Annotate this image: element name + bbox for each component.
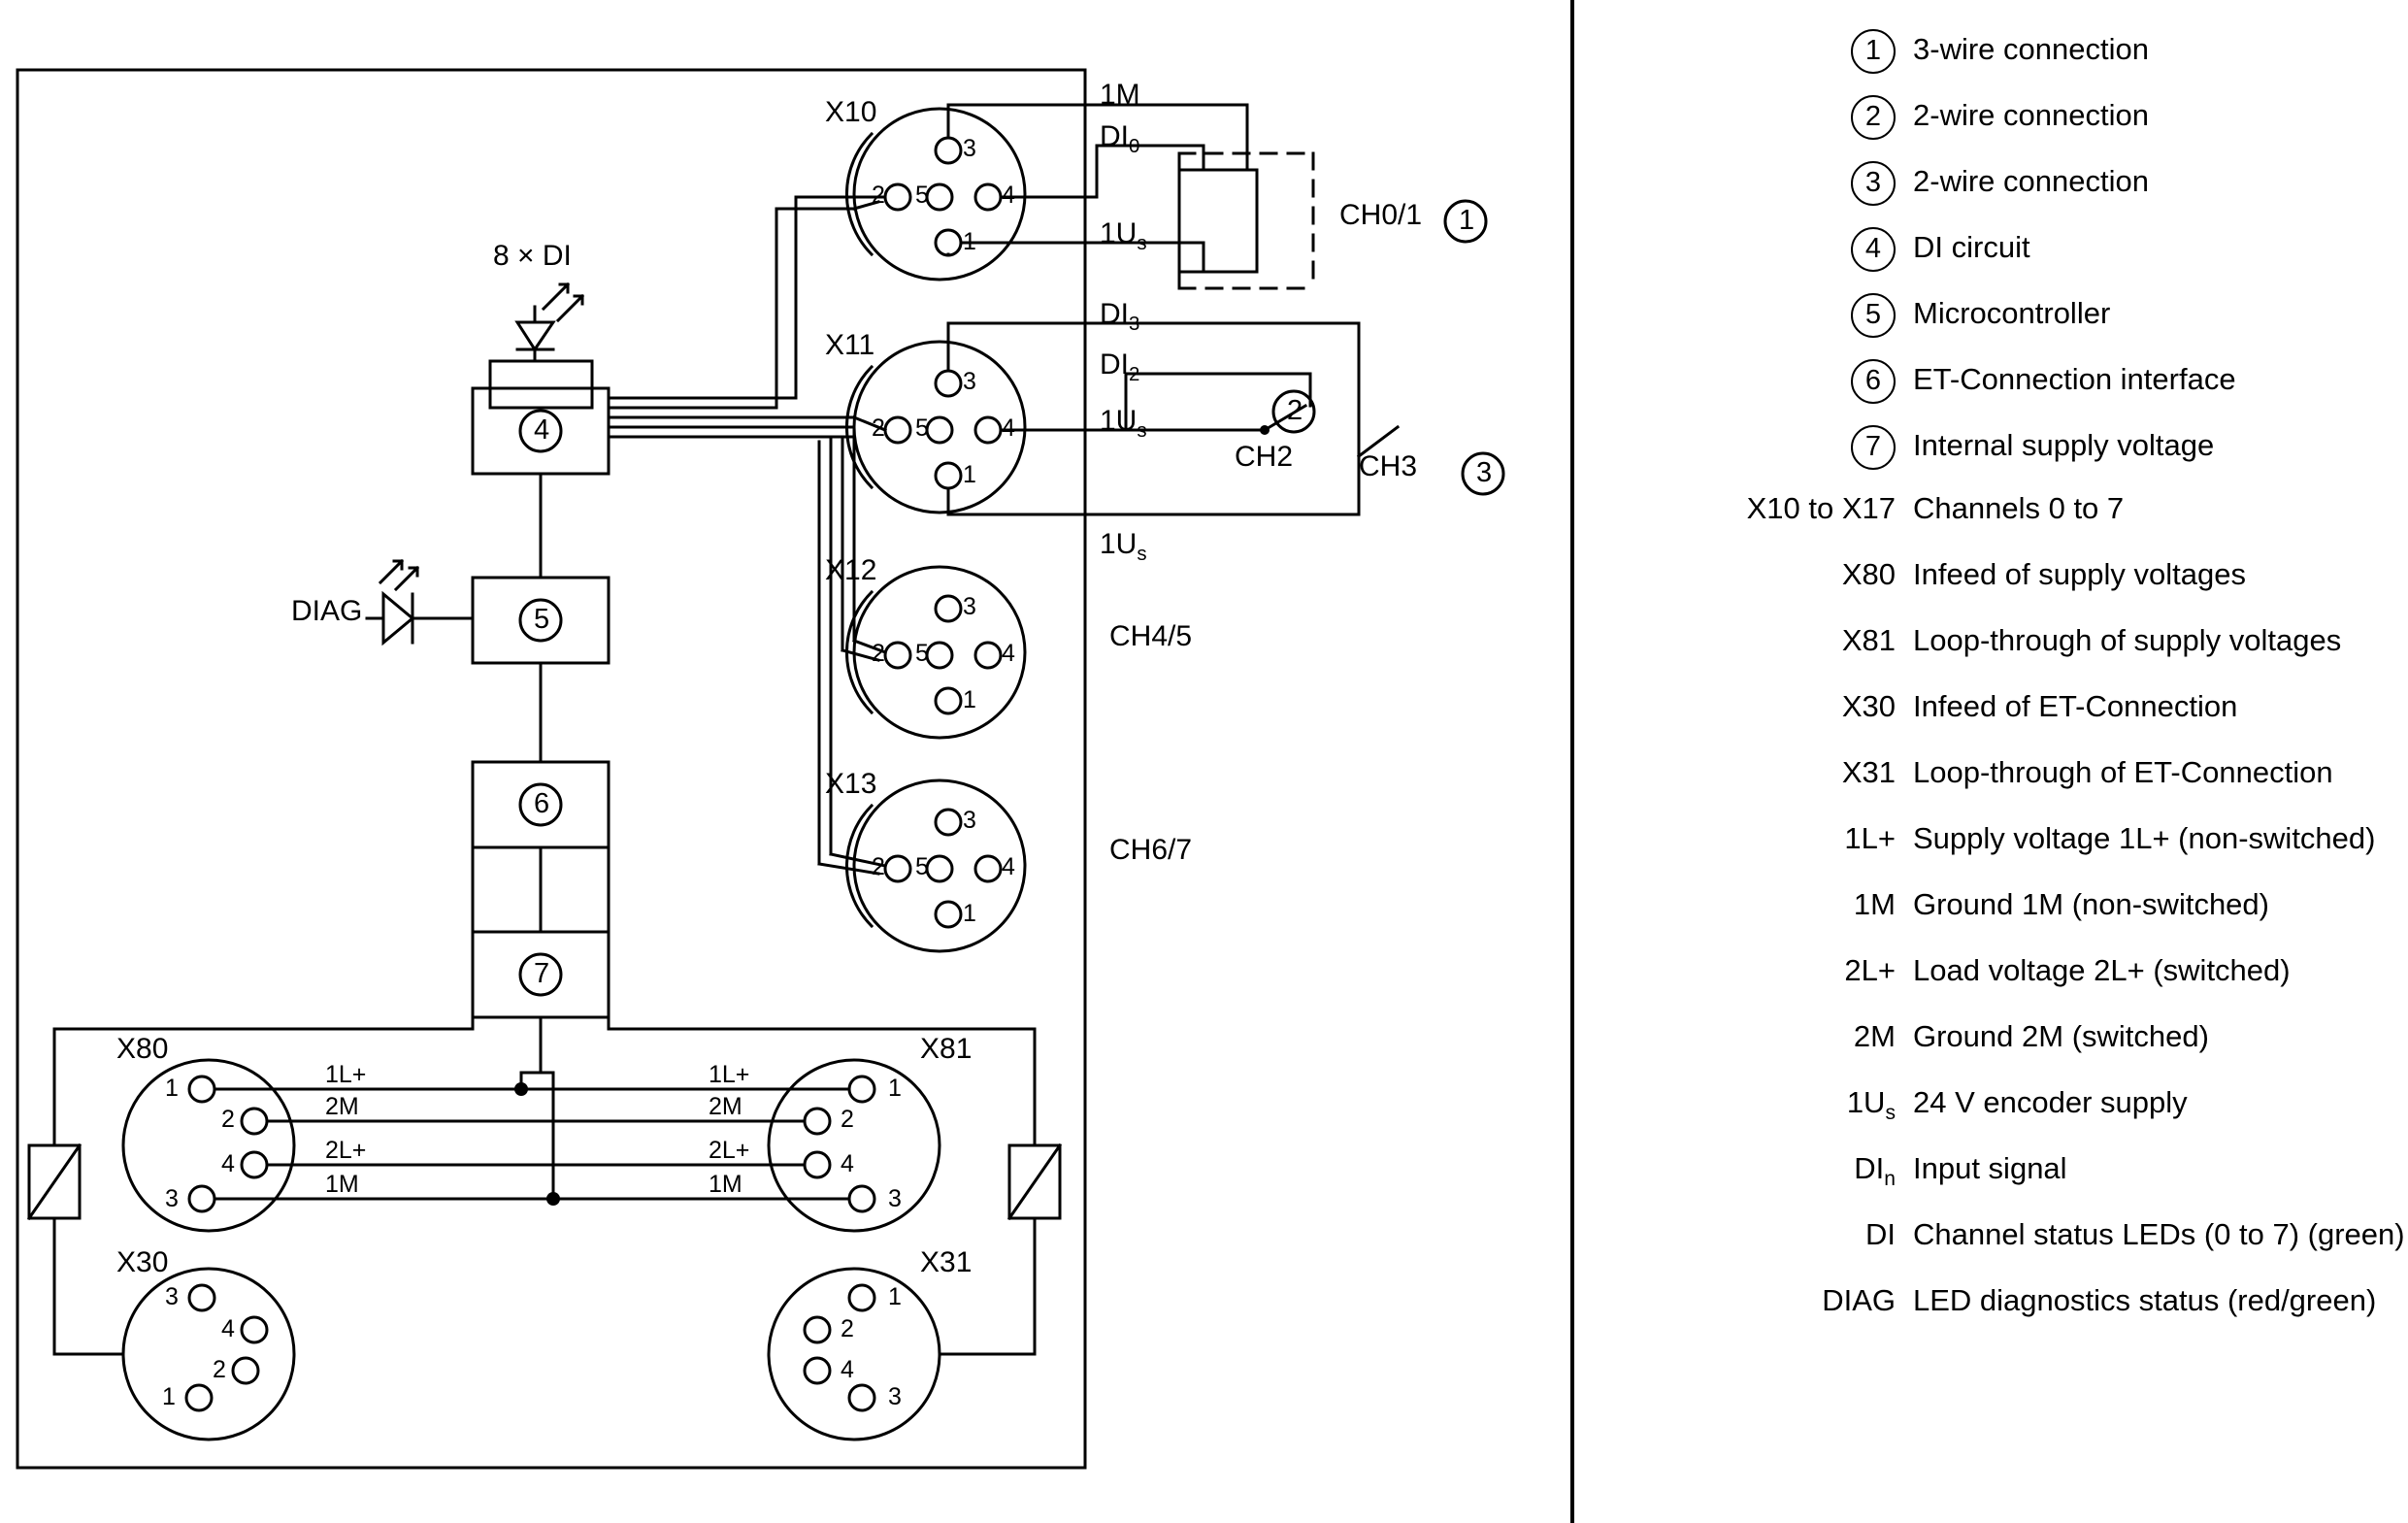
connector-x10-pin4 <box>975 184 1001 210</box>
legend-key <box>1723 293 1913 338</box>
legend-key-subscript: s <box>1885 1102 1896 1125</box>
legend-key-text: X10 to X17 <box>1746 491 1896 525</box>
pin-label-x11-1: 1 <box>963 461 976 488</box>
legend-key <box>1723 425 1913 470</box>
rail-label-left-1m: 1M <box>325 1171 359 1198</box>
legend-key <box>1723 755 1913 790</box>
pin-label-x11-5: 5 <box>915 414 929 442</box>
pin-label-x10-3: 3 <box>963 135 976 162</box>
pin-label-x31-4: 4 <box>841 1356 854 1383</box>
legend-description: Ground 1M (non-switched) <box>1913 887 2269 921</box>
connector-x13-pin2 <box>885 856 910 881</box>
legend-key <box>1723 953 1913 988</box>
label-ch67: CH6/7 <box>1109 834 1193 866</box>
di-led-arrow2 <box>544 284 568 309</box>
legend-key-text: X30 <box>1841 689 1896 723</box>
legend-key <box>1723 1151 1913 1191</box>
connector-x31-pin4 <box>805 1358 830 1383</box>
connector-x11-pin5 <box>927 417 952 443</box>
label-ch01: CH0/1 <box>1339 199 1423 231</box>
legend-description: LED diagnostics status (red/green) <box>1913 1283 2377 1317</box>
pin-label-x81-4: 4 <box>841 1150 854 1177</box>
legend-row <box>1723 359 2392 425</box>
legend-key <box>1723 359 1913 404</box>
connector-x13-pin1 <box>936 902 961 927</box>
pin-label-x11-3: 3 <box>963 368 976 395</box>
legend-row <box>1723 227 2392 293</box>
label-diag-led: DIAG <box>291 595 363 627</box>
connector-x31-pin3 <box>849 1385 874 1410</box>
legend-number-circle: 4 <box>1851 227 1896 272</box>
pin-label-x81-1: 1 <box>888 1075 902 1102</box>
pin-label-x30-4: 4 <box>221 1315 235 1342</box>
connector-x10-pin1 <box>936 230 961 255</box>
legend-description: ET-Connection interface <box>1913 362 2236 397</box>
legend-description: 2-wire connection <box>1913 98 2149 133</box>
pin-label-x12-5: 5 <box>915 640 929 667</box>
legend-row <box>1723 623 2392 689</box>
marker-1-number: 1 <box>1459 205 1475 236</box>
connector-x12-pin3 <box>936 596 961 621</box>
connector-x31-body <box>769 1269 940 1440</box>
legend-key-text: X80 <box>1841 557 1896 591</box>
legend-description: Microcontroller <box>1913 296 2111 331</box>
diag-arrow2 <box>380 561 402 582</box>
signal-label-x11-1us: $1U_s$ <box>1100 405 1147 442</box>
legend-key <box>1723 95 1913 140</box>
pin-label-x13-5: 5 <box>915 853 929 880</box>
legend-key <box>1723 1019 1913 1054</box>
legend-key <box>1723 1283 1913 1318</box>
rail-label-right-1lplus: 1L+ <box>709 1061 750 1088</box>
pin-label-x12-1: 1 <box>963 686 976 713</box>
legend-row <box>1723 887 2392 953</box>
connector-x13-pin3 <box>936 810 961 835</box>
legend-description: Internal supply voltage <box>1913 428 2215 463</box>
rail-label-left-2lplus: 2L+ <box>325 1137 367 1164</box>
pin-label-x30-1: 1 <box>162 1383 176 1410</box>
legend-key <box>1723 623 1913 658</box>
pin-label-x80-1: 1 <box>165 1075 179 1102</box>
legend-description: Channel status LEDs (0 to 7) (green) <box>1913 1217 2405 1251</box>
pin-label-x31-3: 3 <box>888 1383 902 1410</box>
label-connector-x12: X12 <box>825 554 877 586</box>
signal-label-x10-di0: $DI_0$ <box>1100 120 1140 157</box>
legend-row <box>1723 689 2392 755</box>
legend-key <box>1723 1085 1913 1125</box>
pin-label-x30-2: 2 <box>213 1356 226 1383</box>
legend-description: Load voltage 2L+ (switched) <box>1913 953 2291 987</box>
connector-x13-pin4 <box>975 856 1001 881</box>
legend-key-text: 1M <box>1853 887 1896 921</box>
rail-label-left-2m: 2M <box>325 1093 359 1120</box>
pin-label-x80-3: 3 <box>165 1185 179 1212</box>
connector-x12-pin2 <box>885 643 910 668</box>
block-number-4: 4 <box>534 414 550 446</box>
block-number-7: 7 <box>534 958 550 989</box>
pin-label-x13-4: 4 <box>1002 853 1015 880</box>
legend-row <box>1723 1151 2392 1217</box>
pin-label-x11-4: 4 <box>1002 414 1015 442</box>
label-connector-x31: X31 <box>920 1246 973 1278</box>
pin-label-x10-2: 2 <box>872 182 885 209</box>
connector-x10-pin5 <box>927 184 952 210</box>
connector-x11-pin2 <box>885 417 910 443</box>
connector-x12-pin4 <box>975 643 1001 668</box>
legend-row <box>1723 425 2392 491</box>
connector-x81-body <box>769 1060 940 1231</box>
label-connector-x30: X30 <box>116 1246 169 1278</box>
connector-x13-keyway <box>846 806 872 926</box>
legend-key-text: DIAG <box>1822 1283 1896 1317</box>
di-led-box <box>490 361 592 408</box>
legend-row <box>1723 821 2392 887</box>
pin-label-x12-3: 3 <box>963 593 976 620</box>
pin-label-x11-2: 2 <box>872 414 885 442</box>
legend-key <box>1723 557 1913 592</box>
connector-x12-pin1 <box>936 688 961 713</box>
label-connector-x10: X10 <box>825 96 877 128</box>
rail-label-right-2m: 2M <box>709 1093 742 1120</box>
pin-label-x80-4: 4 <box>221 1150 235 1177</box>
connector-x30-pin1 <box>186 1385 212 1410</box>
legend-key-text: 1L+ <box>1844 821 1896 855</box>
connector-x80-body <box>123 1060 294 1231</box>
pin-label-x12-2: 2 <box>872 640 885 667</box>
legend-row <box>1723 557 2392 623</box>
signal-label-x11-di3: $DI_3$ <box>1100 298 1140 335</box>
legend-key <box>1723 491 1913 526</box>
et-left-coupler-slash <box>29 1145 80 1218</box>
connector-x11-pin1 <box>936 463 961 488</box>
pin-label-x10-4: 4 <box>1002 182 1015 209</box>
connector-x10-pin3 <box>936 138 961 163</box>
marker-3-number: 3 <box>1476 457 1493 488</box>
pin-label-x81-3: 3 <box>888 1185 902 1212</box>
connector-x81-pin2 <box>805 1109 830 1134</box>
label-connector-x81: X81 <box>920 1033 973 1065</box>
legend-key-main: DI <box>1854 1151 1885 1185</box>
legend-description: 2-wire connection <box>1913 164 2149 199</box>
connector-x30-body <box>123 1269 294 1440</box>
label-connector-x13: X13 <box>825 768 877 800</box>
legend-description: Infeed of supply voltages <box>1913 557 2246 591</box>
connector-x80-pin4 <box>242 1152 267 1177</box>
legend-row <box>1723 1217 2405 1283</box>
diag-arrow1 <box>396 568 417 589</box>
signal-label-x11-di2: $DI_2$ <box>1100 348 1140 385</box>
legend-description: Ground 2M (switched) <box>1913 1019 2209 1053</box>
marker-2-number: 2 <box>1287 395 1303 426</box>
connector-x10-pin2 <box>885 184 910 210</box>
connector-x30-pin3 <box>189 1285 214 1310</box>
legend-description: Loop-through of ET-Connection <box>1913 755 2333 789</box>
connector-x30-pin4 <box>242 1317 267 1342</box>
pin-label-x31-1: 1 <box>888 1283 902 1310</box>
legend-key-text: 2L+ <box>1844 953 1896 987</box>
rail-label-right-1m: 1M <box>709 1171 742 1198</box>
legend-number-circle: 1 <box>1851 29 1896 74</box>
connector-x11-pin3 <box>936 371 961 396</box>
legend-key <box>1723 227 1913 272</box>
pin-label-x12-4: 4 <box>1002 640 1015 667</box>
block-number-5: 5 <box>534 604 550 635</box>
pin-label-x80-2: 2 <box>221 1106 235 1133</box>
legend-description: Supply voltage 1L+ (non-switched) <box>1913 821 2376 855</box>
legend-key-text: DI <box>1865 1217 1896 1251</box>
legend-panel <box>1723 29 2405 1349</box>
legend-key <box>1723 887 1913 922</box>
legend-number-circle: 2 <box>1851 95 1896 140</box>
connector-x31-pin1 <box>849 1285 874 1310</box>
connector-x80-pin2 <box>242 1109 267 1134</box>
di-led-arrow1 <box>558 296 582 320</box>
legend-description: 24 V encoder supply <box>1913 1085 2188 1119</box>
legend-description: Channels 0 to 7 <box>1913 491 2125 525</box>
connector-x80-pin1 <box>189 1076 214 1102</box>
pin-label-x13-2: 2 <box>872 853 885 880</box>
legend-number-circle: 6 <box>1851 359 1896 404</box>
label-ch45: CH4/5 <box>1109 620 1193 652</box>
pin-label-x81-2: 2 <box>841 1106 854 1133</box>
connector-x31-pin2 <box>805 1317 830 1342</box>
di-led-triangle <box>517 322 553 349</box>
legend-number-circle: 5 <box>1851 293 1896 338</box>
legend-row <box>1723 29 2392 95</box>
label-connector-x80: X80 <box>116 1033 169 1065</box>
legend-key-text: X31 <box>1841 755 1896 789</box>
legend-description: 3-wire connection <box>1913 32 2149 67</box>
legend-row <box>1723 161 2392 227</box>
connector-x13-pin5 <box>927 856 952 881</box>
legend-description: Loop-through of supply voltages <box>1913 623 2342 657</box>
legend-row <box>1723 953 2392 1019</box>
connector-x81-pin1 <box>849 1076 874 1102</box>
label-ch3: CH3 <box>1359 450 1418 482</box>
legend-number-circle: 3 <box>1851 161 1896 206</box>
pin-label-x30-3: 3 <box>165 1283 179 1310</box>
legend-key-text: X81 <box>1841 623 1896 657</box>
et-right-coupler-slash <box>1009 1145 1060 1218</box>
connector-x81-pin4 <box>805 1152 830 1177</box>
connector-x12-pin5 <box>927 643 952 668</box>
legend-number-circle: 7 <box>1851 425 1896 470</box>
connector-x30-pin2 <box>233 1358 258 1383</box>
pin-label-x31-2: 2 <box>841 1315 854 1342</box>
signal-label-x10-1m: 1M <box>1100 79 1140 111</box>
legend-key <box>1723 689 1913 724</box>
bus-to-x13-d <box>819 864 878 874</box>
connector-x81-pin3 <box>849 1186 874 1211</box>
label-di-leds: 8 × DI <box>493 240 572 272</box>
legend-description: DI circuit <box>1913 230 2030 265</box>
diag-led-triangle <box>383 594 412 643</box>
pin-label-x13-3: 3 <box>963 807 976 834</box>
pin-label-x10-5: 5 <box>915 182 929 209</box>
connector-x11-pin4 <box>975 417 1001 443</box>
ch01-sensor-box <box>1179 170 1257 272</box>
legend-row <box>1723 1283 2392 1349</box>
legend-key-text: 2M <box>1853 1019 1896 1053</box>
signal-label-x12-1us: $1U_s$ <box>1100 528 1147 565</box>
legend-row <box>1723 1019 2392 1085</box>
label-ch2: CH2 <box>1235 441 1294 473</box>
legend-key <box>1723 821 1913 856</box>
pin-label-x13-1: 1 <box>963 900 976 927</box>
legend-description: Infeed of ET-Connection <box>1913 689 2238 723</box>
signal-label-x10-1us: $1U_s$ <box>1100 217 1147 254</box>
label-connector-x11: X11 <box>825 329 875 361</box>
legend-row <box>1723 293 2392 359</box>
legend-row <box>1723 491 2392 557</box>
rail-label-left-1lplus: 1L+ <box>325 1061 367 1088</box>
legend-key-main: 1U <box>1846 1085 1886 1119</box>
connector-x80-pin3 <box>189 1186 214 1211</box>
legend-row <box>1723 95 2392 161</box>
connector-x10-keyway <box>846 134 872 254</box>
block-number-6: 6 <box>534 788 550 819</box>
legend-row <box>1723 1085 2392 1151</box>
legend-key <box>1723 29 1913 74</box>
legend-key <box>1723 1217 1913 1252</box>
legend-key <box>1723 161 1913 206</box>
legend-key-subscript: n <box>1884 1168 1896 1191</box>
legend-description: Input signal <box>1913 1151 2067 1185</box>
pin-label-x10-1: 1 <box>963 228 976 255</box>
legend-row <box>1723 755 2392 821</box>
rail-label-right-2lplus: 2L+ <box>709 1137 750 1164</box>
